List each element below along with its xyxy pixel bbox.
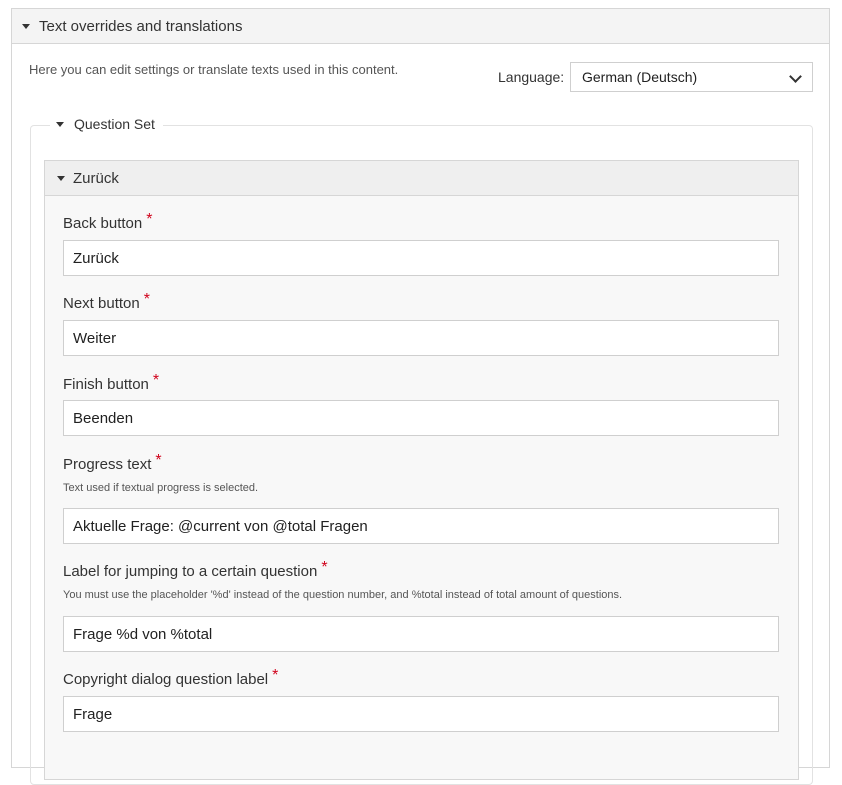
required-marker: * (272, 667, 279, 684)
progress-text-field (63, 452, 779, 494)
required-marker: * (155, 452, 162, 469)
copyright-question-label-input[interactable] (63, 696, 779, 732)
required-marker: * (152, 372, 160, 389)
caret-down-icon (22, 24, 30, 29)
required-marker: * (146, 211, 153, 228)
text-overrides-header[interactable] (12, 9, 829, 44)
required-marker: * (321, 559, 328, 576)
chevron-down-icon (789, 70, 802, 83)
zurueck-group-header[interactable] (45, 161, 798, 196)
jump-question-label-input[interactable] (63, 616, 779, 652)
zurueck-group (44, 160, 799, 780)
back-button-input[interactable] (63, 240, 779, 276)
field-description: You must use the placeholder '%d' instead of the question number, and %total instead of total amount of questions. (63, 589, 623, 601)
field-label: Back button (63, 215, 143, 232)
required-marker: * (143, 291, 150, 308)
question-set-legend[interactable] (50, 116, 163, 132)
section-description: Here you can edit settings or translate texts used in this content. (29, 62, 399, 77)
field-label: Next button (63, 295, 140, 312)
jump-question-label-field (63, 559, 779, 601)
caret-down-icon (57, 176, 65, 181)
field-description: Text used if textual progress is selected. (63, 482, 259, 494)
finish-button-input[interactable] (63, 400, 779, 436)
text-overrides-title: Text overrides and translations (39, 17, 243, 35)
question-set-legend-label: Question Set (74, 116, 155, 132)
next-button-field (63, 291, 779, 312)
copyright-question-label-field (63, 667, 779, 688)
field-label: Progress text (63, 456, 152, 473)
language-select-value: German (Deutsch) (582, 69, 698, 85)
language-label: Language: (498, 69, 565, 85)
next-button-input[interactable] (63, 320, 779, 356)
caret-down-icon (56, 122, 64, 127)
zurueck-group-title: Zurück (73, 169, 119, 187)
text-overrides-panel (11, 8, 830, 768)
field-label: Copyright dialog question label (63, 671, 269, 688)
field-label: Label for jumping to a certain question (63, 563, 318, 580)
finish-button-field (63, 372, 779, 393)
language-select[interactable] (570, 62, 813, 92)
progress-text-input[interactable] (63, 508, 779, 544)
field-label: Finish button (63, 376, 149, 393)
back-button-field (63, 211, 779, 232)
